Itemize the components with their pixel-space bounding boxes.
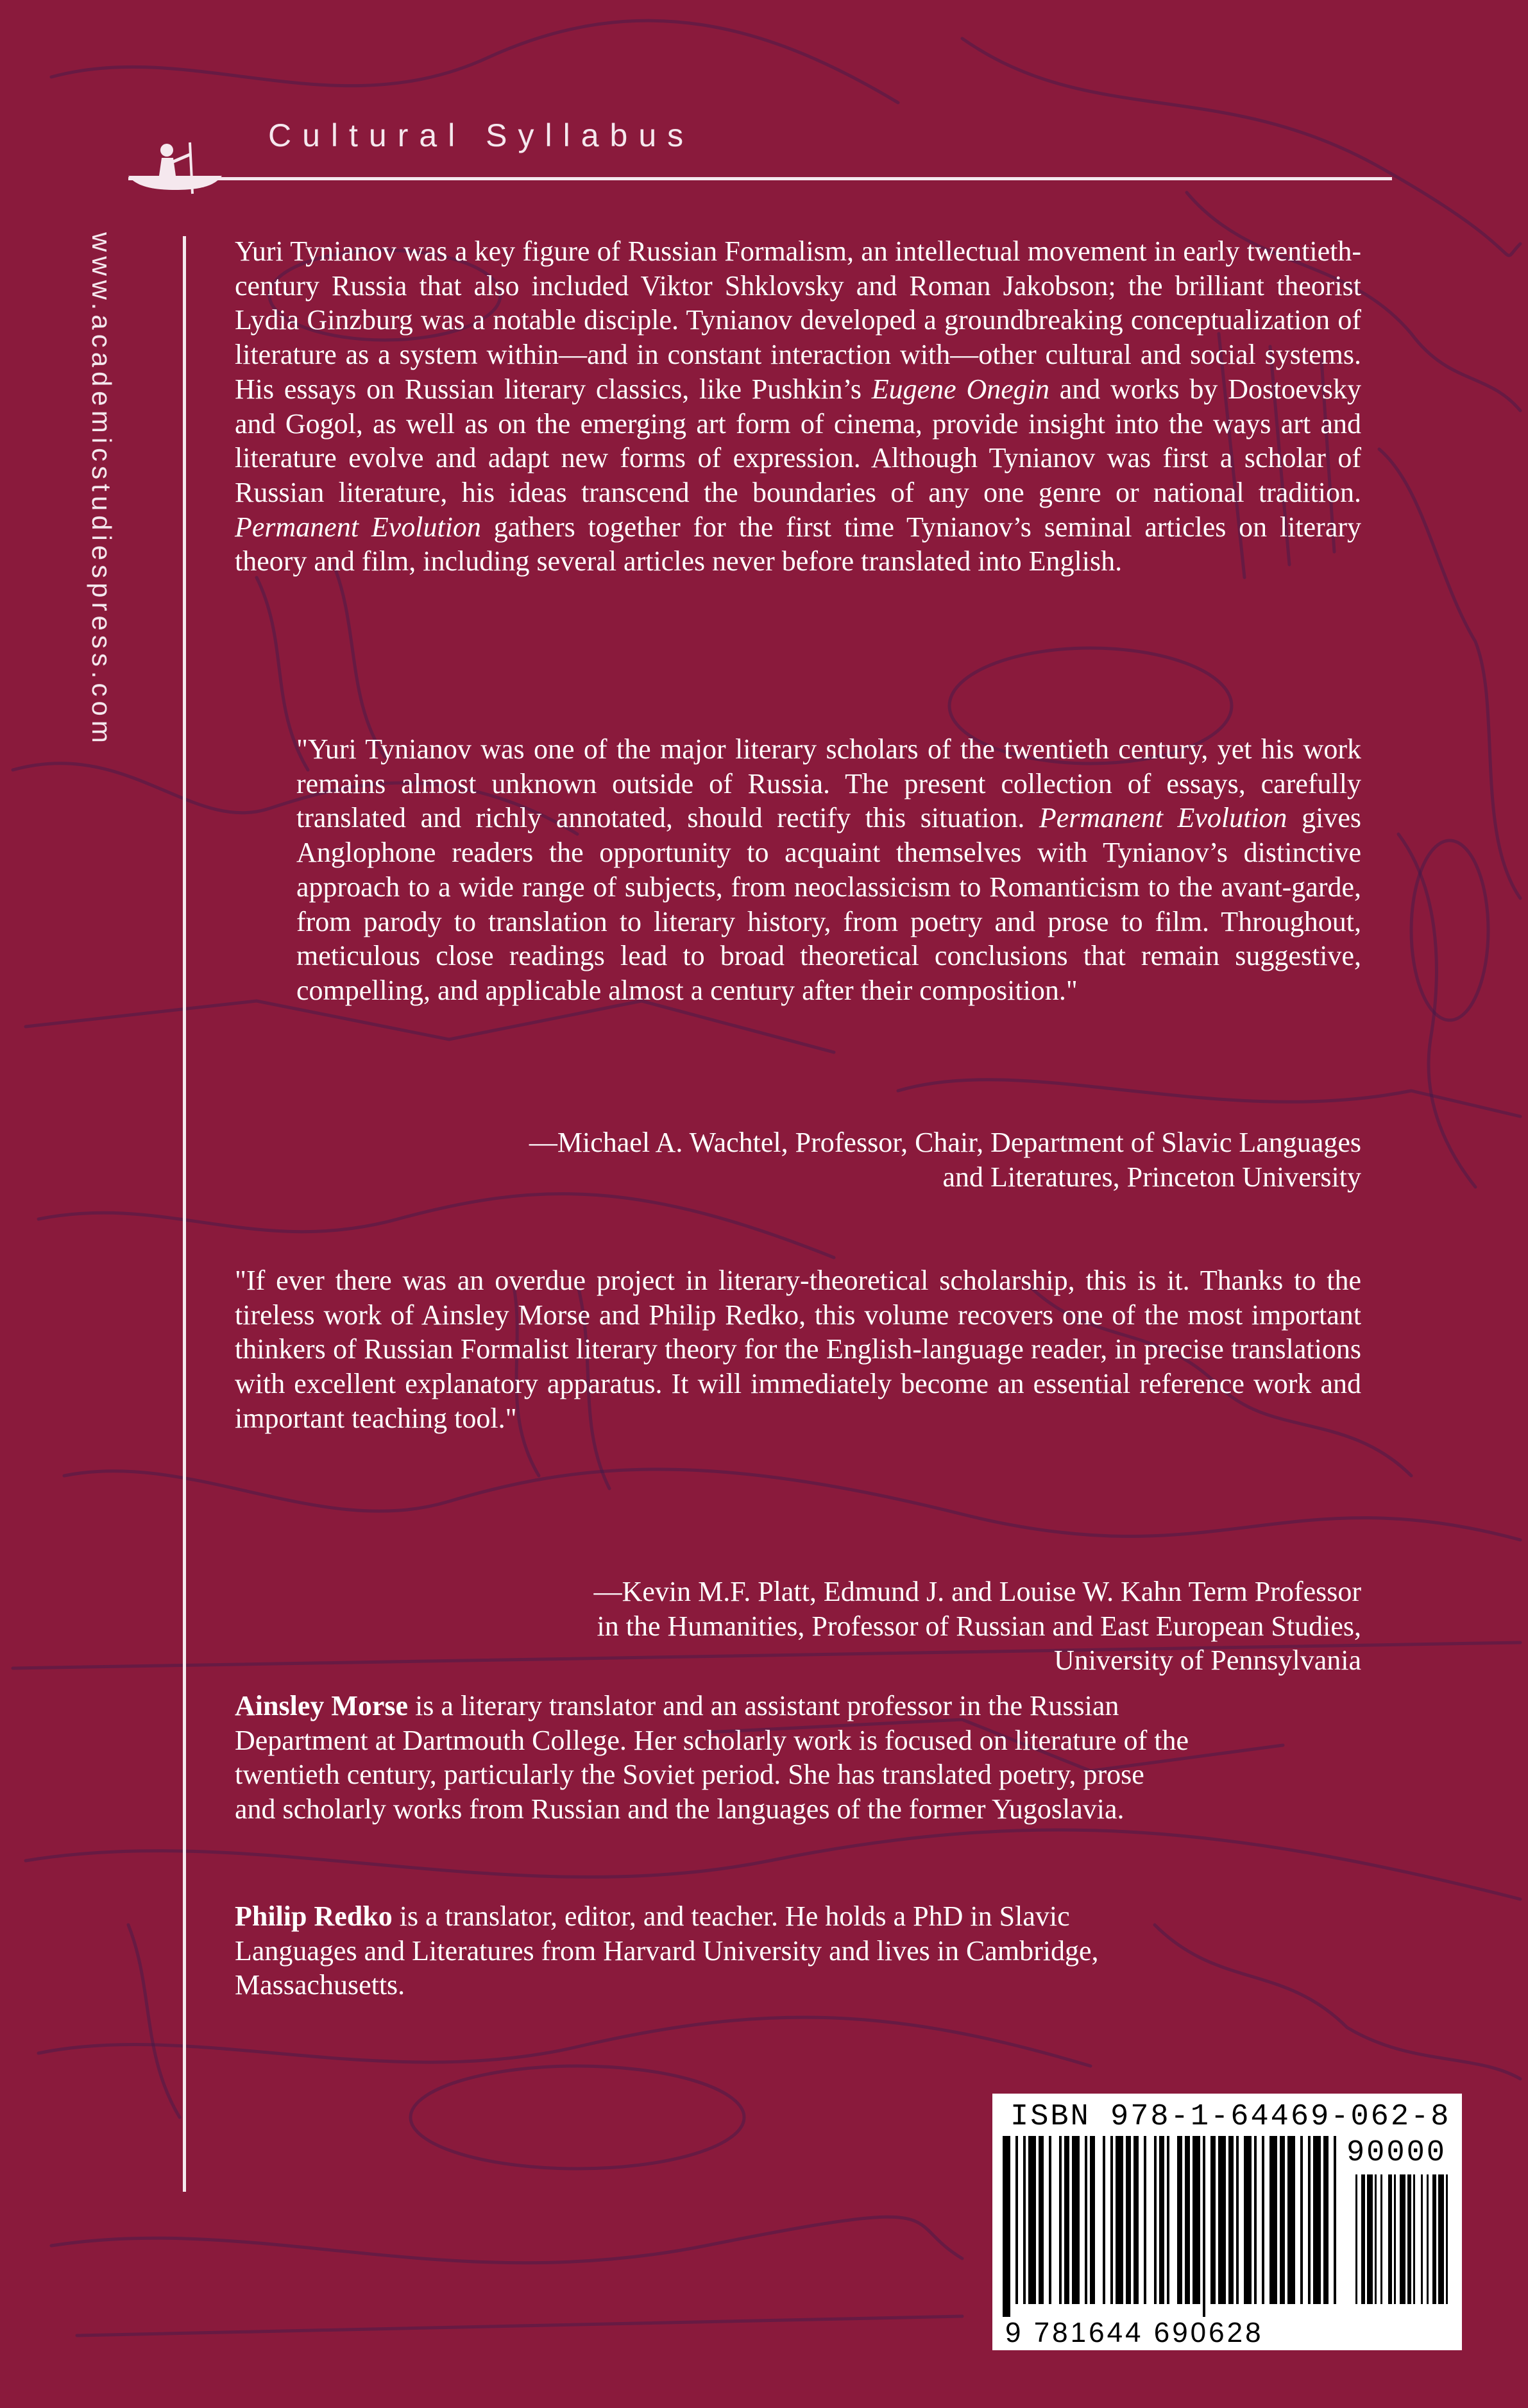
barcode-bar (1039, 2136, 1044, 2304)
barcode-bar (1085, 2136, 1087, 2304)
addon-bar (1375, 2174, 1377, 2304)
barcode-bar (1193, 2136, 1200, 2304)
barcode-bar (1015, 2136, 1018, 2304)
book-title-italic: Permanent Evolution (235, 511, 481, 543)
barcode-bar (1116, 2136, 1123, 2304)
endorsement-attribution-wachtel: —Michael A. Wachtel, Professor, Chair, Department of Slavic Languages and Literatures, Princeton University (529, 1127, 1361, 1193)
price-code: 90000 (1346, 2136, 1447, 2170)
barcode-bar (1059, 2136, 1062, 2304)
barcode-bar (1262, 2136, 1264, 2304)
ean-digits: 9 781644 690628 (1005, 2317, 1264, 2348)
addon-bar (1427, 2174, 1429, 2304)
rowboat-figure-icon (126, 136, 228, 207)
barcode-bar (1280, 2136, 1285, 2304)
addon-bar (1446, 2174, 1448, 2304)
barcode-bar (1287, 2136, 1295, 2304)
barcode-bar (1177, 2136, 1182, 2304)
barcode-bar (1090, 2136, 1095, 2304)
addon-bar (1413, 2174, 1415, 2304)
book-title-italic: Permanent Evolution (1039, 802, 1287, 834)
barcode-bar (1154, 2136, 1157, 2304)
addon-bar (1361, 2174, 1365, 2304)
barcode-bar (1203, 2136, 1205, 2317)
barcode-bar (1254, 2136, 1257, 2304)
barcode-bar (1269, 2136, 1277, 2304)
addon-bar (1421, 2174, 1423, 2304)
barcode-bar (1167, 2136, 1169, 2304)
barcode-bar (1072, 2136, 1080, 2304)
endorsement-attribution-platt: —Kevin M.F. Platt, Edmund J. and Louise W. Kahn Term Professor in the Humanities, Professor of Russian and East European Studies, University of Pennsylvania (593, 1576, 1361, 1677)
barcode-bar (1028, 2136, 1036, 2304)
barcode-bar (1308, 2136, 1311, 2304)
isbn-number: ISBN 978-1-64469-062-8 (1010, 2100, 1451, 2134)
addon-bar (1407, 2174, 1411, 2304)
barcode-bar (1300, 2136, 1303, 2304)
addon-bar (1388, 2174, 1392, 2304)
barcode-bar (1185, 2136, 1190, 2304)
addon-bar (1355, 2174, 1357, 2304)
series-name: Cultural Syllabus (268, 117, 695, 153)
book-description (235, 234, 1361, 579)
barcode-bar (1236, 2136, 1239, 2304)
barcode-bar (1103, 2136, 1105, 2304)
addon-bar (1438, 2174, 1444, 2304)
description-paragraph: Yuri Tynianov was a key figure of Russian Formalism, an intellectual movement in early twentieth-century Russia that also included Viktor Shklovsky and Roman Jakobson; the brilliant theorist Lydia Ginzburg was a notable disciple. Tynianov developed a groundbreaking conceptualization of literature as a system within—and in constant interaction with—other cultural and social systems. His essays on Russian literary classics, like Pushkin’s Eugene Onegin and works by Dostoevsky and Gogol, as well as on the emerging art form of cinema, provide insight into the ways art and literature evolve and adapt new forms of expression. Although Tynianov was first a scholar of Russian literature, his ideas transcend the boundaries of any one genre or national tradition. Permanent Evolution gathers together for the first time Tynianov’s seminal articles on literary theory and film, including several articles never before translated into English. (235, 235, 1362, 577)
spine-rule (183, 236, 186, 2192)
barcode-bar (1003, 2136, 1010, 2317)
barcode-bar (1244, 2136, 1252, 2304)
addon-bar (1394, 2174, 1396, 2304)
translator-name: Philip Redko (235, 1900, 393, 1932)
translator-bio-morse: Ainsley Morse is a literary translator and an assistant professor in the Russian Department at Dartmouth College. Her scholarly work is focused on literature of the twentieth century, particularly the Soviet period. She has translated poetry, prose and scholarly works from Russian and the languages of the former Yugoslavia. (235, 1690, 1189, 1825)
barcode-bar (1323, 2136, 1329, 2304)
header-rule (128, 177, 1392, 180)
barcode-bar (1210, 2136, 1216, 2304)
barcode-bar (1228, 2136, 1234, 2304)
translator-name: Ainsley Morse (235, 1690, 409, 1721)
barcode-bar (1218, 2136, 1226, 2304)
barcode-bar (1110, 2136, 1113, 2304)
translator-bio-redko: Philip Redko is a translator, editor, and teacher. He holds a PhD in Slavic Languages and Literatures from Harvard University and lives in Cambridge, Massachusetts. (235, 1900, 1099, 2001)
barcode-bar (1023, 2136, 1026, 2304)
barcode-bar (1133, 2136, 1139, 2304)
publisher-url[interactable]: www.academicstudiespress.com (87, 232, 117, 747)
addon-bar (1432, 2174, 1436, 2304)
barcode-bar (1144, 2136, 1146, 2304)
addon-bar (1380, 2174, 1382, 2304)
barcode-bar (1049, 2136, 1051, 2304)
barcode-bar (1064, 2136, 1069, 2304)
title-eugene-onegin: Eugene Onegin (871, 373, 1049, 405)
addon-bar (1400, 2174, 1405, 2304)
endorsement-quote-platt: "If ever there was an overdue project in literary-theoretical scholarship, this is it. Thanks to the tireless work of Ainsley Morse and Philip Redko, this volume recovers one of the most important thinkers of Russian Formalist literary theory for the English-language reader, in precise translations with excellent explanatory apparatus. It will immediately become an essential reference work and important teaching tool." (235, 1265, 1361, 1434)
barcode-bar (1334, 2136, 1336, 2304)
barcode-bar (1126, 2136, 1131, 2304)
endorsement-quote-wachtel: "Yuri Tynianov was one of the major literary scholars of the twentieth century, yet his work remains almost unknown outside of Russia. The present collection of essays, carefully translated and richly annotated, should rectify this situation. Permanent Evolution gives Anglophone readers the opportunity to acquaint themselves with Tynianov’s distinctive approach to a wide range of subjects, from neoclassicism to Romanticism to the avant-garde, from parody to translation to literary history, from poetry and prose to film. Throughout, meticulous close readings lead to broad theoretical conclusions that remain suggestive, compelling, and applicable almost a century after their composition." (296, 733, 1361, 1006)
isbn-barcode (992, 2094, 1462, 2350)
barcode-bar (1159, 2136, 1164, 2304)
barcode-bar (1313, 2136, 1321, 2304)
addon-bar (1367, 2174, 1373, 2304)
